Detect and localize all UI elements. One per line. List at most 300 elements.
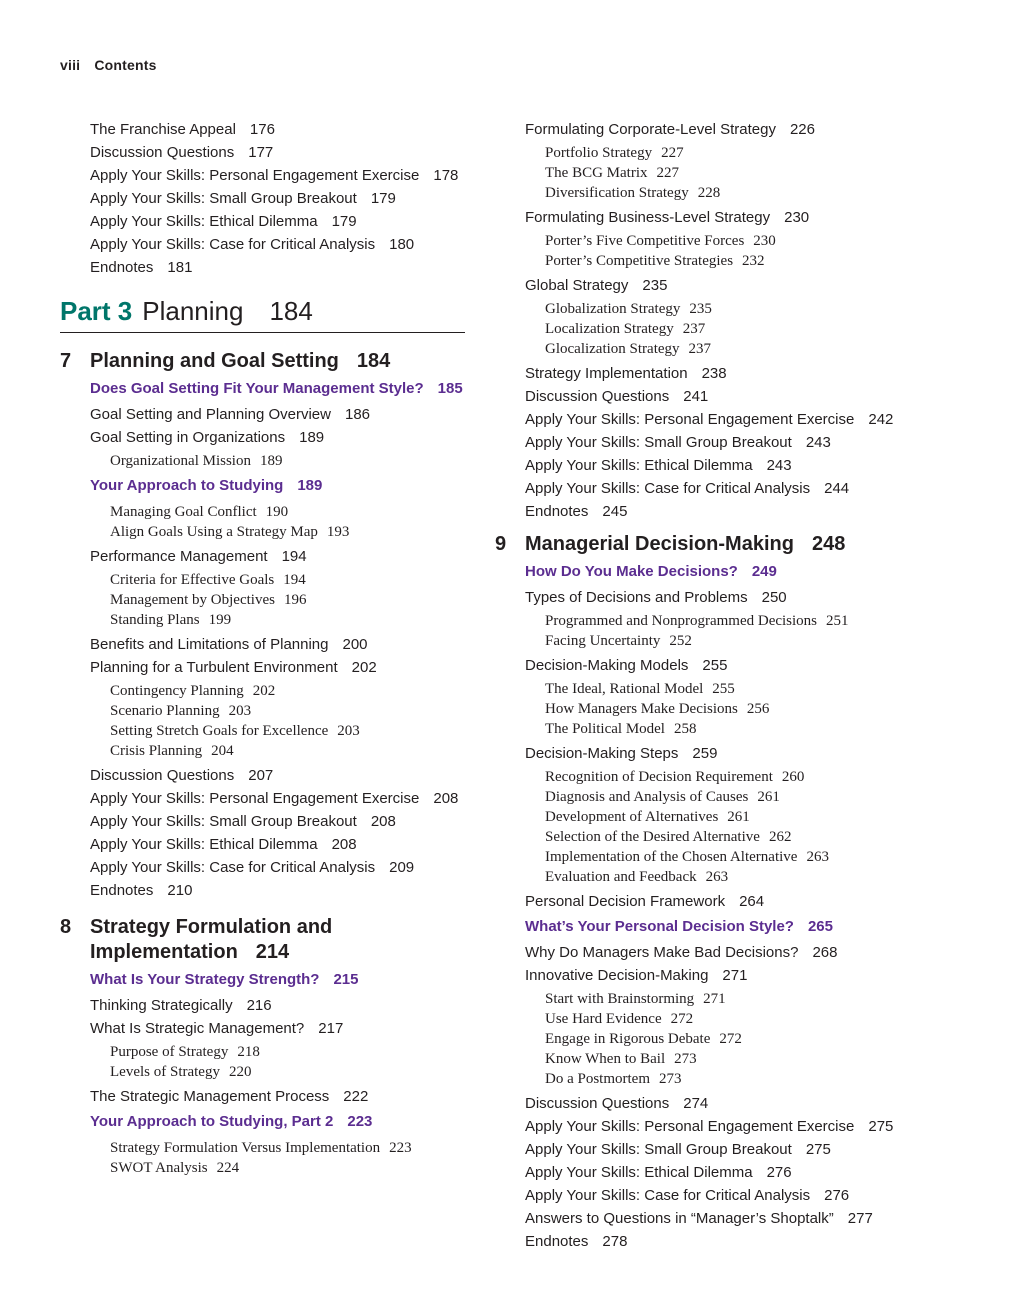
toc-subentry xyxy=(545,299,935,319)
toc-page-number: 207 xyxy=(248,767,274,784)
toc-page-number: 200 xyxy=(342,636,368,653)
toc-label: Apply Your Skills: Ethical Dilemma xyxy=(90,836,318,853)
ch9-entry-4 xyxy=(525,892,935,912)
toc-page-number: 275 xyxy=(868,1118,894,1135)
toc-label: Strategy Implementation xyxy=(525,365,688,382)
toc-entry xyxy=(90,812,465,832)
toc-subentry xyxy=(545,143,935,163)
toc-page-number: 276 xyxy=(766,1164,792,1181)
toc-subentry xyxy=(545,163,935,183)
toc-label: Apply Your Skills: Case for Critical Analysis xyxy=(90,859,376,876)
toc-label: Benefits and Limitations of Planning xyxy=(90,636,329,653)
toc-label: Does Goal Setting Fit Your Management Style? xyxy=(90,380,424,397)
part-heading xyxy=(60,294,465,333)
toc-entry xyxy=(90,143,465,163)
toc-page-number: 235 xyxy=(689,301,712,317)
toc-page-number: 226 xyxy=(789,121,815,138)
toc-label: Crisis Planning xyxy=(110,743,203,759)
toc-label: Scenario Planning xyxy=(110,703,220,719)
toc-entry xyxy=(525,410,935,430)
ch7-entry-3-subs xyxy=(60,570,465,630)
pre-entries xyxy=(60,120,465,278)
toc-label: Managing Goal Conflict xyxy=(110,504,257,520)
toc-label: Porter’s Competitive Strategies xyxy=(545,253,734,269)
toc-page-number: 228 xyxy=(697,185,721,201)
toc-label: Global Strategy xyxy=(525,277,629,294)
toc-page-number: 216 xyxy=(246,997,272,1014)
toc-page-number: 193 xyxy=(326,524,350,540)
toc-page-number: 251 xyxy=(826,613,849,629)
toc-subentry xyxy=(545,231,935,251)
toc-page-number: 203 xyxy=(337,723,360,739)
toc-label: Types of Decisions and Problems xyxy=(525,589,748,606)
toc-label: Thinking Strategically xyxy=(90,997,233,1014)
toc-label: Apply Your Skills: Case for Critical Analysis xyxy=(525,480,811,497)
chapter-page: 184 xyxy=(356,350,391,372)
toc-entry xyxy=(525,1186,935,1206)
toc-page-number: 277 xyxy=(847,1210,873,1227)
toc-page-number: 176 xyxy=(249,121,275,138)
ch9-end-entries xyxy=(495,1094,935,1252)
toc-page-number: 186 xyxy=(344,406,371,423)
ch7-feature-2-subs xyxy=(60,502,465,542)
ch7-entry-5 xyxy=(90,658,465,678)
toc-page-number: 268 xyxy=(812,944,838,961)
toc-page-number: 237 xyxy=(682,321,706,337)
toc-entry xyxy=(525,502,935,522)
toc-subentry xyxy=(110,610,465,630)
r-entry-2 xyxy=(525,208,935,228)
toc-entry xyxy=(525,1140,935,1160)
toc-label: The BCG Matrix xyxy=(545,165,648,181)
toc-entry xyxy=(525,479,935,499)
toc-subentry xyxy=(110,701,465,721)
toc-subentry xyxy=(545,827,935,847)
toc-page-number: 271 xyxy=(703,991,726,1007)
toc-subentry xyxy=(545,1029,935,1049)
toc-page-number: 256 xyxy=(746,701,770,717)
toc-page-number: 202 xyxy=(351,659,377,676)
ch7-entry-2-subs xyxy=(60,451,465,471)
toc-page-number: 272 xyxy=(719,1031,742,1047)
toc-label: Apply Your Skills: Case for Critical Analysis xyxy=(525,1187,811,1204)
toc-label: Apply Your Skills: Ethical Dilemma xyxy=(525,1164,753,1181)
toc-page-number: 273 xyxy=(659,1071,682,1087)
toc-label: Development of Alternatives xyxy=(545,809,719,825)
ch7-entry-4 xyxy=(90,635,465,655)
chapter-title-wrap xyxy=(90,349,390,374)
r-entry-2-subs xyxy=(495,231,935,271)
toc-label: Purpose of Strategy xyxy=(110,1044,229,1060)
r-entry-3 xyxy=(525,276,935,296)
toc-label: Criteria for Effective Goals xyxy=(110,572,275,588)
toc-page-number: 264 xyxy=(739,893,765,910)
toc-page-number: 179 xyxy=(370,190,396,207)
header-title: Contents xyxy=(94,57,157,73)
toc-page-number: 263 xyxy=(705,869,729,885)
toc-label: How Do You Make Decisions? xyxy=(525,563,738,580)
toc-entry xyxy=(525,1094,935,1114)
chapter-heading-7 xyxy=(60,349,465,374)
toc-page-number: 262 xyxy=(768,829,792,845)
toc-subentry xyxy=(545,183,935,203)
toc-label: Endnotes xyxy=(90,882,154,899)
toc-page-number: 190 xyxy=(265,504,289,520)
toc-entry xyxy=(525,1232,935,1252)
ch7-end-entries xyxy=(60,766,465,901)
ch8-feature-1 xyxy=(90,970,465,990)
toc-label: Facing Uncertainty xyxy=(545,633,661,649)
toc-page-number: 208 xyxy=(331,836,357,853)
toc-page-number: 210 xyxy=(167,882,193,899)
part-label: Part 3 xyxy=(60,296,133,326)
toc-label: Know When to Bail xyxy=(545,1051,666,1067)
toc-label: Glocalization Strategy xyxy=(545,341,680,357)
toc-page-number: 179 xyxy=(331,213,357,230)
toc-subentry xyxy=(110,1042,465,1062)
toc-entry xyxy=(90,212,465,232)
toc-entry xyxy=(90,120,465,140)
ch9-feature-1 xyxy=(525,562,935,582)
toc-label: Localization Strategy xyxy=(545,321,674,337)
toc-label: The Ideal, Rational Model xyxy=(545,681,704,697)
toc-page-number: 243 xyxy=(805,434,831,451)
toc-label: Apply Your Skills: Personal Engagement Exercise xyxy=(525,1118,855,1135)
toc-page-number: 204 xyxy=(211,743,234,759)
toc-label: How Managers Make Decisions xyxy=(545,701,738,717)
toc-page-number: 177 xyxy=(248,144,274,161)
toc-page-number: 189 xyxy=(297,477,323,494)
toc-page-number: 227 xyxy=(661,145,684,161)
toc-subentry xyxy=(110,590,465,610)
toc-entry xyxy=(525,387,935,407)
toc-page-number: 202 xyxy=(252,683,276,699)
ch7-entry-1 xyxy=(90,405,465,425)
toc-label: Endnotes xyxy=(525,503,589,520)
toc-page-number: 178 xyxy=(433,167,459,184)
toc-page-number: 224 xyxy=(216,1160,240,1176)
toc-page-number: 242 xyxy=(868,411,894,428)
toc-page-number: 218 xyxy=(237,1044,260,1060)
toc-label: The Strategic Management Process xyxy=(90,1088,330,1105)
toc-page-number: 215 xyxy=(333,971,359,988)
ch9-entry-6-subs xyxy=(495,989,935,1089)
toc-page-number: 189 xyxy=(299,429,325,446)
toc-page-number: 232 xyxy=(742,253,765,269)
toc-page-number: 278 xyxy=(602,1233,628,1250)
toc-subentry xyxy=(545,989,935,1009)
toc-subentry xyxy=(110,1138,465,1158)
toc-subentry xyxy=(110,502,465,522)
toc-label: The Franchise Appeal xyxy=(90,121,236,138)
chapter-page: 248 xyxy=(811,533,846,555)
toc-label: What Is Strategic Management? xyxy=(90,1020,305,1037)
toc-label: Programmed and Nonprogrammed Decisions xyxy=(545,613,818,629)
toc-label: Apply Your Skills: Small Group Breakout xyxy=(525,1141,792,1158)
toc-page-number: 235 xyxy=(642,277,668,294)
toc-subentry xyxy=(545,631,935,651)
toc-page-number: 255 xyxy=(702,657,728,674)
toc-entry xyxy=(90,189,465,209)
toc-entry xyxy=(525,364,935,384)
toc-entry xyxy=(525,1209,935,1229)
toc-label: Standing Plans xyxy=(110,612,200,628)
toc-page-number: 230 xyxy=(784,209,810,226)
toc-label: Strategy Formulation Versus Implementation xyxy=(110,1140,381,1156)
toc-label: The Political Model xyxy=(545,721,665,737)
toc-subentry xyxy=(545,807,935,827)
toc-label: Apply Your Skills: Ethical Dilemma xyxy=(525,457,753,474)
toc-label: Globalization Strategy xyxy=(545,301,681,317)
toc-label: Formulating Corporate-Level Strategy xyxy=(525,121,776,138)
toc-subentry xyxy=(545,699,935,719)
toc-label: Endnotes xyxy=(525,1233,589,1250)
ch9-feature-2 xyxy=(525,917,935,937)
toc-label: Levels of Strategy xyxy=(110,1064,220,1080)
toc-subentry xyxy=(545,787,935,807)
toc-label: Use Hard Evidence xyxy=(545,1011,662,1027)
toc-page-number: 261 xyxy=(727,809,750,825)
r-entry-1 xyxy=(525,120,935,140)
toc-subentry xyxy=(545,339,935,359)
toc-label: Goal Setting and Planning Overview xyxy=(90,406,331,423)
toc-page-number: 275 xyxy=(805,1141,831,1158)
toc-entry xyxy=(90,881,465,901)
toc-label: Apply Your Skills: Ethical Dilemma xyxy=(90,213,318,230)
toc-label: Engage in Rigorous Debate xyxy=(545,1031,711,1047)
chapter-number: 9 xyxy=(495,533,507,555)
toc-label: SWOT Analysis xyxy=(110,1160,208,1176)
toc-subentry xyxy=(110,522,465,542)
toc-page-number: 209 xyxy=(389,859,415,876)
toc-label: What’s Your Personal Decision Style? xyxy=(525,918,794,935)
toc-entry xyxy=(525,456,935,476)
toc-entry xyxy=(90,766,465,786)
ch7-feature-2 xyxy=(90,476,465,496)
toc-subentry xyxy=(110,721,465,741)
ch7-feature-1 xyxy=(90,379,465,399)
toc-subentry xyxy=(545,1049,935,1069)
ch8-entry-1 xyxy=(90,996,465,1016)
toc-entry xyxy=(90,858,465,878)
ch9-entry-5 xyxy=(525,943,935,963)
toc-page-number: 199 xyxy=(208,612,232,628)
toc-label: Discussion Questions xyxy=(90,767,235,784)
toc-page-number: 261 xyxy=(757,789,780,805)
toc-entry xyxy=(90,835,465,855)
toc-label: Setting Stretch Goals for Excellence xyxy=(110,723,329,739)
toc-page-number: 260 xyxy=(781,769,805,785)
toc-page-number: 250 xyxy=(761,589,787,606)
r-end-entries xyxy=(495,364,935,522)
toc-label: Discussion Questions xyxy=(90,144,235,161)
toc-label: Apply Your Skills: Personal Engagement Exercise xyxy=(90,167,420,184)
running-header xyxy=(60,57,157,73)
toc-label: Answers to Questions in “Manager’s Shoptalk” xyxy=(525,1210,834,1227)
ch9-entry-2 xyxy=(525,656,935,676)
toc-label: Performance Management xyxy=(90,548,268,565)
toc-label: Start with Brainstorming xyxy=(545,991,695,1007)
toc-page-number: 255 xyxy=(712,681,735,697)
toc-label: Selection of the Desired Alternative xyxy=(545,829,760,845)
toc-page-number: 181 xyxy=(167,259,193,276)
toc-label: Contingency Planning xyxy=(110,683,244,699)
toc-entry xyxy=(525,1163,935,1183)
toc-page-number: 223 xyxy=(347,1113,373,1130)
toc-page-number: 189 xyxy=(259,453,283,469)
toc-label: Endnotes xyxy=(90,259,154,276)
toc-subentry xyxy=(545,1009,935,1029)
part-page: 184 xyxy=(269,296,313,326)
toc-page-number: 237 xyxy=(688,341,712,357)
ch7-entry-2 xyxy=(90,428,465,448)
toc-label: Apply Your Skills: Personal Engagement Exercise xyxy=(525,411,855,428)
ch8-entry-3 xyxy=(90,1087,465,1107)
toc-page-number: 272 xyxy=(670,1011,694,1027)
toc-subentry xyxy=(545,319,935,339)
toc-subentry xyxy=(110,451,465,471)
toc-entry xyxy=(90,789,465,809)
toc-label: Organizational Mission xyxy=(110,453,251,469)
toc-subentry xyxy=(545,847,935,867)
chapter-heading-9 xyxy=(495,532,935,557)
toc-label: Personal Decision Framework xyxy=(525,893,726,910)
toc-page-number: 244 xyxy=(824,480,850,497)
toc-subentry xyxy=(545,611,935,631)
toc-page-number: 217 xyxy=(318,1020,344,1037)
toc-label: Your Approach to Studying, Part 2 xyxy=(90,1113,334,1130)
toc-page-number: 249 xyxy=(751,563,777,580)
toc-subentry xyxy=(110,570,465,590)
toc-label: Portfolio Strategy xyxy=(545,145,653,161)
chapter-number: 8 xyxy=(60,916,72,938)
toc-page-number: 263 xyxy=(806,849,829,865)
toc-label: Apply Your Skills: Case for Critical Analysis xyxy=(90,236,376,253)
ch8-entry-2 xyxy=(90,1019,465,1039)
chapter-title-wrap xyxy=(90,915,360,965)
toc-subentry xyxy=(545,719,935,739)
toc-entry xyxy=(525,433,935,453)
toc-page-number: 238 xyxy=(701,365,727,382)
chapter-page: 214 xyxy=(255,941,290,963)
toc-label: Porter’s Five Competitive Forces xyxy=(545,233,745,249)
toc-subentry xyxy=(110,1062,465,1082)
toc-subentry xyxy=(545,679,935,699)
toc-label: Diagnosis and Analysis of Causes xyxy=(545,789,749,805)
toc-label: Your Approach to Studying xyxy=(90,477,284,494)
toc-label: Why Do Managers Make Bad Decisions? xyxy=(525,944,799,961)
toc-page-number: 194 xyxy=(283,572,306,588)
toc-label: Apply Your Skills: Small Group Breakout xyxy=(90,813,357,830)
toc-page-number: 203 xyxy=(228,703,252,719)
ch9-entry-6 xyxy=(525,966,935,986)
chapter-title: Planning and Goal Setting xyxy=(90,350,339,372)
toc-page-number: 220 xyxy=(228,1064,252,1080)
toc-entry xyxy=(90,235,465,255)
toc-page-number: 274 xyxy=(683,1095,709,1112)
toc-entry xyxy=(90,258,465,278)
chapter-number: 7 xyxy=(60,350,72,372)
toc-entry xyxy=(90,166,465,186)
toc-page-number: 230 xyxy=(753,233,776,249)
ch9-entry-3 xyxy=(525,744,935,764)
ch7-entry-5-subs xyxy=(60,681,465,761)
toc-subentry xyxy=(545,767,935,787)
toc-page-number: 208 xyxy=(433,790,459,807)
toc-label: What Is Your Strategy Strength? xyxy=(90,971,320,988)
toc-label: Evaluation and Feedback xyxy=(545,869,697,885)
toc-page-number: 194 xyxy=(281,548,307,565)
toc-page-number: 196 xyxy=(283,592,307,608)
r-entry-3-subs xyxy=(495,299,935,359)
toc-label: Diversification Strategy xyxy=(545,185,689,201)
toc-label: Goal Setting in Organizations xyxy=(90,429,286,446)
toc-label: Apply Your Skills: Small Group Breakout xyxy=(90,190,357,207)
toc-page-number: 180 xyxy=(389,236,415,253)
ch9-entry-1 xyxy=(525,588,935,608)
chapter-title: Managerial Decision-Making xyxy=(525,533,794,555)
toc-page-number: 252 xyxy=(669,633,692,649)
ch9-entry-3-subs xyxy=(495,767,935,887)
part-title: Planning xyxy=(142,296,244,326)
ch7-entry-3 xyxy=(90,547,465,567)
toc-page-number: 273 xyxy=(674,1051,697,1067)
toc-page-number: 222 xyxy=(343,1088,369,1105)
toc-label: Recognition of Decision Requirement xyxy=(545,769,773,785)
chapter-title-wrap xyxy=(525,532,845,557)
toc-label: Decision-Making Steps xyxy=(525,745,679,762)
chapter-heading-8 xyxy=(60,915,465,965)
toc-page-number: 265 xyxy=(807,918,833,935)
toc-subentry xyxy=(545,1069,935,1089)
r-entry-1-subs xyxy=(495,143,935,203)
toc-page-number: 271 xyxy=(722,967,748,984)
toc-page-number: 259 xyxy=(692,745,718,762)
toc-page-number: 276 xyxy=(824,1187,850,1204)
toc-label: Decision-Making Models xyxy=(525,657,689,674)
toc-page-number: 241 xyxy=(683,388,709,405)
toc-page-number: 245 xyxy=(602,503,628,520)
toc-label: Discussion Questions xyxy=(525,1095,670,1112)
toc-page-number: 208 xyxy=(370,813,396,830)
left-column xyxy=(60,120,465,1183)
ch8-feature-2-subs xyxy=(60,1138,465,1178)
toc-subentry xyxy=(110,741,465,761)
toc-subentry xyxy=(110,1158,465,1178)
toc-label: Do a Postmortem xyxy=(545,1071,650,1087)
header-page-number: viii xyxy=(60,57,81,73)
toc-page-number: 227 xyxy=(656,165,679,181)
ch9-entry-2-subs xyxy=(495,679,935,739)
toc-label: Discussion Questions xyxy=(525,388,670,405)
toc-label: Formulating Business-Level Strategy xyxy=(525,209,771,226)
toc-page-number: 185 xyxy=(437,380,463,397)
toc-subentry xyxy=(545,251,935,271)
toc-subentry xyxy=(110,681,465,701)
toc-entry xyxy=(525,1117,935,1137)
toc-label: Apply Your Skills: Personal Engagement Exercise xyxy=(90,790,420,807)
toc-page-number: 243 xyxy=(766,457,792,474)
toc-label: Management by Objectives xyxy=(110,592,275,608)
ch8-feature-2 xyxy=(90,1112,465,1132)
toc-label: Implementation of the Chosen Alternative xyxy=(545,849,798,865)
toc-subentry xyxy=(545,867,935,887)
toc-page-number: 258 xyxy=(673,721,697,737)
right-column xyxy=(495,120,935,1255)
toc-label: Align Goals Using a Strategy Map xyxy=(110,524,318,540)
toc-label: Planning for a Turbulent Environment xyxy=(90,659,338,676)
chapter-title: Strategy Formulation and Implementation xyxy=(90,916,333,963)
